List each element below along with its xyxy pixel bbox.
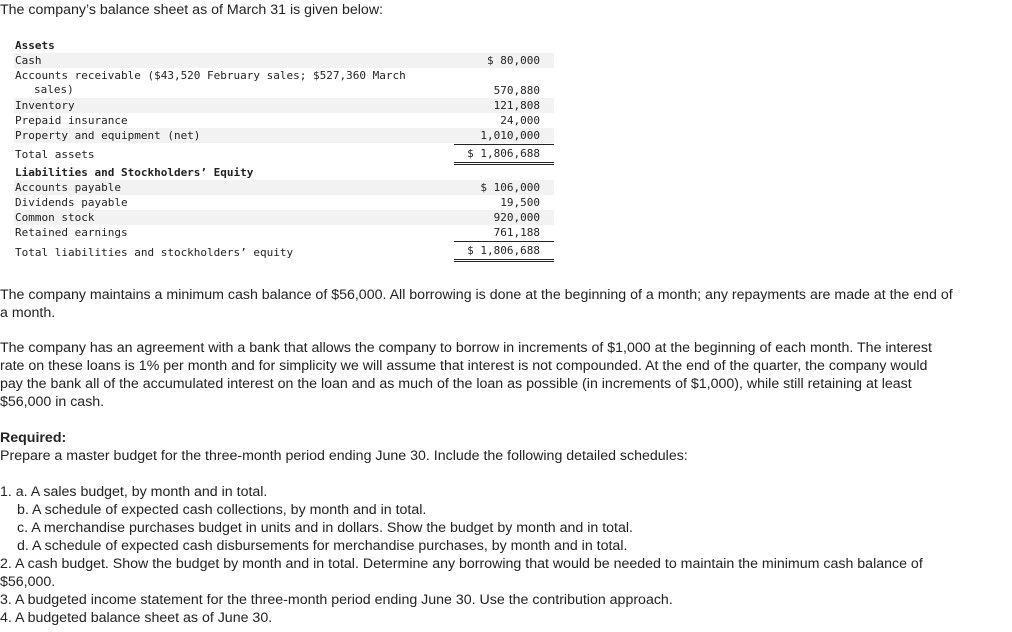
re-row	[14, 225, 554, 241]
requirement-2: 2. A cash budget. Show the budget by month and in total. Determine any borrowing that would be needed to maintain the minimum cash balance of $56,000.	[0, 556, 923, 590]
liab-header-row	[14, 163, 554, 180]
ar-label-line2: sales)	[34, 83, 74, 96]
requirement-1a: 1. a. A sales budget, by month and in total.	[0, 484, 268, 500]
total-assets-row	[14, 143, 554, 163]
cash-amount: $ 80,000	[487, 54, 540, 67]
bank-agreement-paragraph: The company has an agreement with a bank that allows the company to borrow in increments of $1,000 at the beginning of each month. The interest rate on these loans is 1% per month and for simplicity we will assume that interest is not compounded. At the end of the quarter, the company would pay the bank all of the accumulated interest on the loan and as much of the loan as possible (in increments of $1,000), while still retaining at least $56,000 in cash.	[0, 340, 932, 410]
total-le-rule	[454, 241, 554, 242]
div-row	[14, 195, 554, 210]
assets-header: Assets	[15, 39, 55, 52]
total-le-label: Total liabilities and stockholders’ equity	[15, 246, 294, 259]
requirement-1d: d. A schedule of expected cash disbursements for merchandise purchases, by month and in total.	[17, 538, 628, 554]
intro-text: The company’s balance sheet as of March 31 is given below:	[0, 2, 384, 18]
cs-row	[14, 210, 554, 225]
requirement-1c: c. A merchandise purchases budget in units and in dollars. Show the budget by month and in total.	[17, 520, 633, 536]
total-assets-label: Total assets	[15, 148, 95, 161]
re-label: Retained earnings	[15, 226, 128, 239]
ap-row	[14, 180, 554, 195]
total-le-amount: $ 1,806,688	[467, 244, 540, 257]
cs-amount: 920,000	[493, 211, 540, 224]
ppe-label: Property and equipment (net)	[15, 129, 201, 142]
cash-row	[14, 53, 554, 68]
div-label: Dividends payable	[15, 196, 128, 209]
inventory-label: Inventory	[15, 99, 75, 112]
cs-label: Common stock	[15, 211, 95, 224]
assets-header-row	[14, 38, 554, 53]
prepaid-amount: 24,000	[500, 114, 540, 127]
re-amount: 761,188	[493, 226, 540, 239]
requirement-4: 4. A budgeted balance sheet as of June 30.	[0, 610, 273, 626]
min-cash-paragraph: The company maintains a minimum cash balance of $56,000. All borrowing is done at the beginning of a month; any repayments are made at the end of a month.	[0, 287, 953, 321]
ar-amount: 570,880	[493, 84, 540, 97]
ap-amount: $ 106,000	[480, 181, 540, 194]
requirement-1b: b. A schedule of expected cash collections, by month and in total.	[17, 502, 427, 518]
cash-label: Cash	[15, 54, 42, 67]
div-amount: 19,500	[500, 196, 540, 209]
total-assets-rule	[454, 144, 554, 145]
liab-header: Liabilities and Stockholders’ Equity	[15, 166, 254, 179]
prepaid-row	[14, 113, 554, 128]
ppe-row	[14, 128, 554, 143]
required-heading: Required:	[0, 430, 67, 446]
required-text: Prepare a master budget for the three-month period ending June 30. Include the following detailed schedules:	[0, 448, 688, 464]
ar-row	[14, 68, 554, 98]
ap-label: Accounts payable	[15, 181, 121, 194]
ar-label-line1: Accounts receivable ($43,520 February sales; $527,360 March	[15, 69, 406, 82]
requirement-3: 3. A budgeted income statement for the three-month period ending June 30. Use the contribution approach.	[0, 592, 673, 608]
balance-sheet-table	[14, 38, 554, 261]
ppe-amount: 1,010,000	[480, 129, 540, 142]
inventory-row	[14, 98, 554, 113]
total-assets-amount: $ 1,806,688	[467, 147, 540, 160]
total-le-row	[14, 241, 554, 261]
prepaid-label: Prepaid insurance	[15, 114, 128, 127]
total-le-double-rule	[454, 259, 554, 262]
inventory-amount: 121,808	[493, 99, 540, 112]
